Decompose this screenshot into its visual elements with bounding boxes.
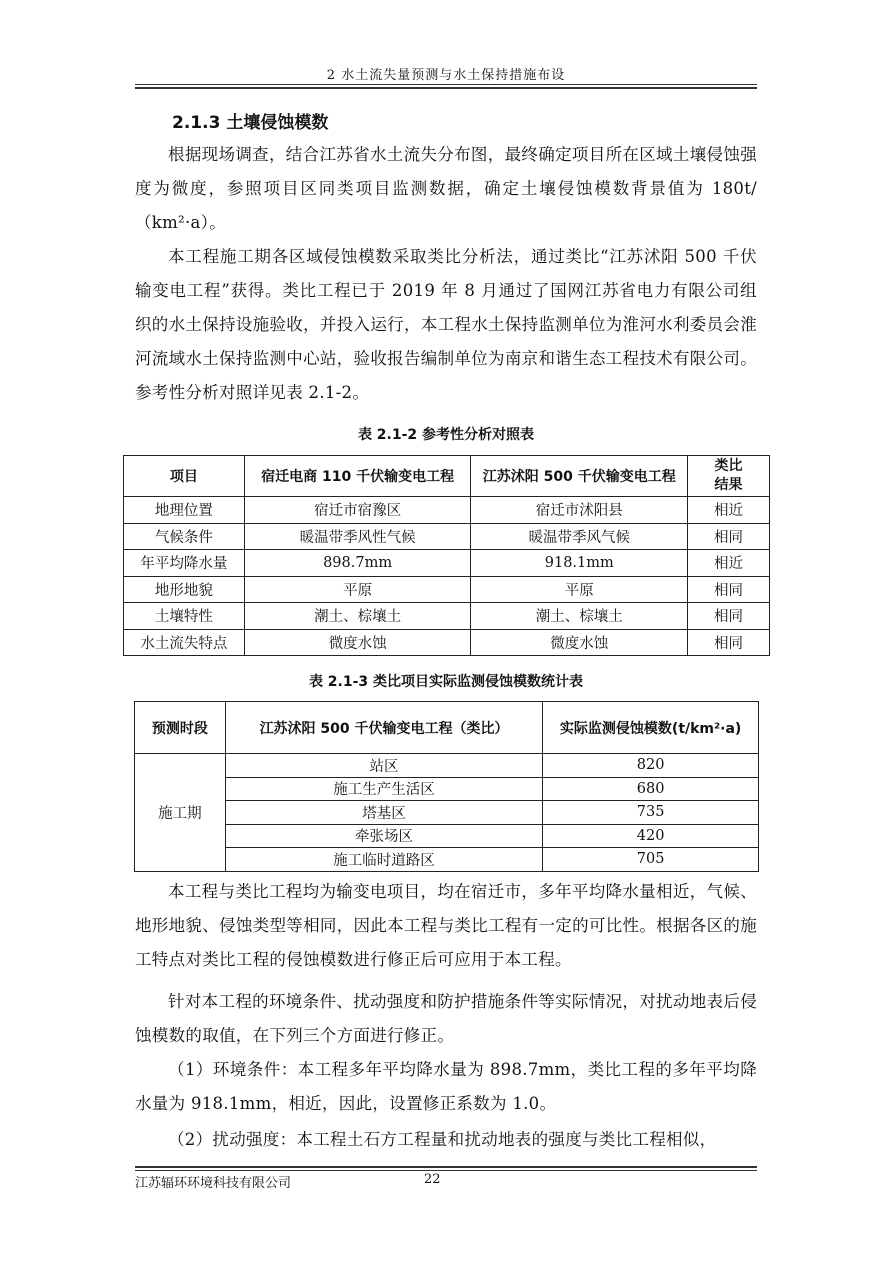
table-cell: 潮土、棕壤土 — [471, 603, 688, 630]
table-cell: 年平均降水量 — [124, 550, 245, 577]
header-rule — [135, 84, 757, 85]
section-heading: 2.1.3 土壤侵蚀模数 — [172, 113, 329, 133]
column-header: 江苏沭阳 500 千伏输变电工程（类比） — [225, 702, 542, 754]
paragraph-background-erosion: 根据现场调查，结合江苏省水土流失分布图，最终确定项目所在区域土壤侵蚀强度为微度，参照项目区同类项目监测数据，确定土壤侵蚀模数背景值为 180t/（km²·a）。 — [135, 145, 757, 232]
table-cell: 898.7mm — [244, 550, 471, 577]
table-row — [135, 801, 759, 825]
table-cell: 平原 — [471, 576, 688, 603]
table-cell: 918.1mm — [471, 550, 688, 577]
table-cell: 相近 — [688, 550, 770, 577]
column-header: 宿迁电商 110 千伏输变电工程 — [244, 456, 471, 497]
table-row — [124, 629, 770, 656]
period-cell: 施工期 — [135, 754, 226, 872]
table-caption: 表 2.1-3 类比项目实际监测侵蚀模数统计表 — [308, 674, 584, 690]
page-number: 22 — [424, 1172, 441, 1187]
table-row — [135, 824, 759, 848]
table-cell: 相同 — [688, 576, 770, 603]
footer-rule — [135, 1170, 757, 1171]
table-cell: 暖温带季风气候 — [471, 523, 688, 550]
paragraph-disturbance-intensity: （2）扰动强度：本工程土石方工程量和扰动地表的强度与类比工程相似， — [168, 1130, 717, 1149]
table-cell: 平原 — [244, 576, 471, 603]
table-cell: 水土流失特点 — [124, 629, 245, 656]
table-cell: 微度水蚀 — [244, 629, 471, 656]
table-caption: 表 2.1-2 参考性分析对照表 — [357, 427, 535, 443]
table-row — [135, 848, 759, 872]
table-cell: 420 — [543, 824, 759, 848]
table-cell: 相同 — [688, 603, 770, 630]
table-cell: 地形地貌 — [124, 576, 245, 603]
table-cell: 土壤特性 — [124, 603, 245, 630]
header-rule-thick — [135, 87, 757, 89]
table-cell: 施工生产生活区 — [225, 777, 542, 801]
table-row — [135, 754, 759, 778]
table-cell: 705 — [543, 848, 759, 872]
paragraph-analogy-method: 本工程施工期各区域侵蚀模数采取类比分析法，通过类比“江苏沭阳 500 千伏输变电工程”获得。类比工程已于 2019 年 8 月通过了国网江苏省电力有限公司组织的水土保持设施验收，并投入运行，本工程水土保持监测单位为淮河水利委员会淮河流域水土保持监测中心站，验收报告编制单位为南京和谐生态工程技术有限公司。参考性分析对照详见表 2.1-2。 — [135, 247, 757, 402]
table-cell: 相近 — [688, 497, 770, 524]
erosion-modulus-table — [134, 701, 759, 872]
table-row — [124, 550, 770, 577]
table-row — [124, 603, 770, 630]
paragraph-correction-intro: 针对本工程的环境条件、扰动强度和防护措施条件等实际情况，对扰动地表后侵蚀模数的取值，在下列三个方面进行修正。 — [135, 992, 757, 1045]
table-cell: 宿迁市沭阳县 — [471, 497, 688, 524]
table-cell: 气候条件 — [124, 523, 245, 550]
table-row — [124, 497, 770, 524]
paragraph-environment-condition: （1）环境条件：本工程多年平均降水量为 898.7mm，类比工程的多年平均降水量为 918.1mm，相近，因此，设置修正系数为 1.0。 — [135, 1060, 757, 1113]
column-header: 江苏沭阳 500 千伏输变电工程 — [471, 456, 688, 497]
table-row — [135, 777, 759, 801]
column-header: 实际监测侵蚀模数(t/km²·a) — [543, 702, 759, 754]
table-header-row — [135, 702, 759, 754]
table-cell: 735 — [543, 801, 759, 825]
table-cell: 塔基区 — [225, 801, 542, 825]
table-cell: 820 — [543, 754, 759, 778]
table-cell: 地理位置 — [124, 497, 245, 524]
table-cell: 暖温带季风性气候 — [244, 523, 471, 550]
table-cell: 牵张场区 — [225, 824, 542, 848]
table-cell: 潮土、棕壤土 — [244, 603, 471, 630]
table-cell: 相同 — [688, 629, 770, 656]
reference-analysis-table — [123, 455, 770, 656]
paragraph-comparability: 本工程与类比工程均为输变电项目，均在宿迁市，多年平均降水量相近，气候、地形地貌、侵蚀类型等相同，因此本工程与类比工程有一定的可比性。根据各区的施工特点对类比工程的侵蚀模数进行修正后可应用于本工程。 — [135, 882, 757, 969]
table-row — [124, 523, 770, 550]
column-header: 类比 结果 — [688, 456, 770, 497]
table-cell: 站区 — [225, 754, 542, 778]
running-header: 2 水土流失量预测与水土保持措施布设 — [326, 68, 566, 83]
table-cell: 相同 — [688, 523, 770, 550]
table-row — [124, 576, 770, 603]
table-cell: 680 — [543, 777, 759, 801]
table-header-row — [124, 456, 770, 497]
column-header: 预测时段 — [135, 702, 226, 754]
table-cell: 宿迁市宿豫区 — [244, 497, 471, 524]
table-cell: 施工临时道路区 — [225, 848, 542, 872]
footer-company: 江苏辐环环境科技有限公司 — [135, 1176, 292, 1191]
column-header: 项目 — [124, 456, 245, 497]
footer-rule-thick — [135, 1166, 757, 1168]
table-cell: 微度水蚀 — [471, 629, 688, 656]
